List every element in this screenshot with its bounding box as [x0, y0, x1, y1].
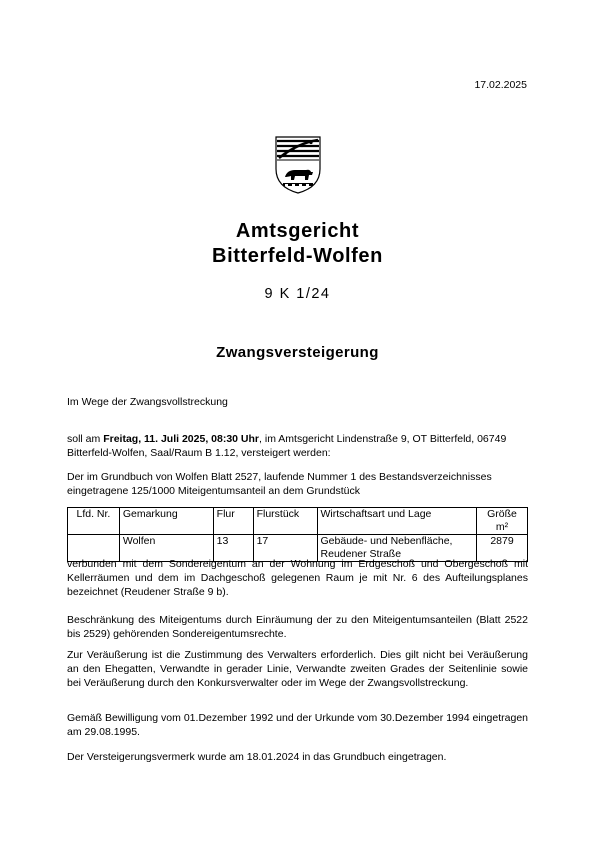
auction-date-paragraph: [67, 432, 528, 460]
document-date: 17.02.2025: [474, 79, 527, 91]
wirtschaftsart-text: Gebäude- und Nebenfläche,: [320, 535, 453, 547]
auction-date-prefix: soll am: [67, 433, 104, 445]
page-title: Zwangsversteigerung: [216, 344, 379, 361]
court-name-line-2: Bitterfeld-Wolfen: [212, 245, 383, 267]
coat-of-arms-icon: [273, 131, 323, 195]
table-header: Lfd. Nr.: [68, 508, 120, 535]
table-header: Gemarkung: [119, 508, 213, 535]
beschraenkung-paragraph: Beschränkung des Miteigentums durch Einräumung der zu den Miteigentumsanteilen (Blatt 2522 bis 2529) gehörenden Sondereigentumsrechte.: [67, 614, 528, 640]
table-cell-groesse: 2879: [477, 535, 528, 562]
bewilligung-paragraph: Gemäß Bewilligung vom 01.Dezember 1992 und der Urkunde vom 30.Dezember 1994 eingetragen am 29.08.1995.: [67, 712, 528, 738]
table-header: Flurstück: [253, 508, 317, 535]
table-header: Flur: [213, 508, 253, 535]
auction-date: Freitag, 11. Juli 2025, 08:30 Uhr: [103, 433, 260, 445]
table-cell-flur: 13: [213, 535, 253, 562]
table-header: Wirtschaftsart und Lage: [317, 508, 477, 535]
land-register-paragraph: Der im Grundbuch von Wolfen Blatt 2527, laufende Nummer 1 des Bestandsverzeichnisses eingetragene 125/1000 Miteigentumsanteil an dem Grundstück: [67, 471, 492, 497]
intro-text: Im Wege der Zwangsvollstreckung: [67, 396, 228, 408]
court-name-line-1: Amtsgericht: [235, 220, 360, 242]
wirtschaftsart-line-1: [321, 535, 474, 548]
wirtschaftsart-line-2: Reudener Straße: [320, 548, 402, 560]
auction-location: , im Amtsgericht Lindenstraße 9, OT Bitterfeld, 06749 Bitterfeld-Wolfen, Saal/Raum B 1.12, versteigert werden:: [67, 433, 507, 459]
table-cell-gemarkung: Wolfen: [119, 535, 213, 562]
table-header: Größe m²: [477, 508, 528, 535]
table-header-row: [68, 508, 528, 535]
parcel-table: [67, 507, 528, 562]
zustimmung-paragraph: Zur Veräußerung ist die Zustimmung des Verwalters erforderlich. Dies gilt nicht bei Veräußerung an den Ehegatten, Verwandte in gerader Linie, Verwandte zweiten Grades der Seitenlinie sowie bei Veräußerung durch den Konkursverwalter oder im Wege der Zwangsvollstreckung.: [67, 649, 528, 689]
sondereigentum-paragraph: verbunden mit dem Sondereigentum an der Wohnung im Erdgeschoß und Obergeschoß mit Kellerräumen und dem im Dachgeschoß gelegenen Raum je mit Nr. 6 des Aufteilungsplanes bezeichnet (Reudener Straße 9 b).: [67, 558, 528, 598]
case-number: 9 K 1/24: [264, 286, 331, 302]
versteigerungsvermerk-paragraph: Der Versteigerungsvermerk wurde am 18.01.2024 in das Grundbuch eingetragen.: [67, 751, 447, 763]
table-cell-flurstueck: 17: [253, 535, 317, 562]
